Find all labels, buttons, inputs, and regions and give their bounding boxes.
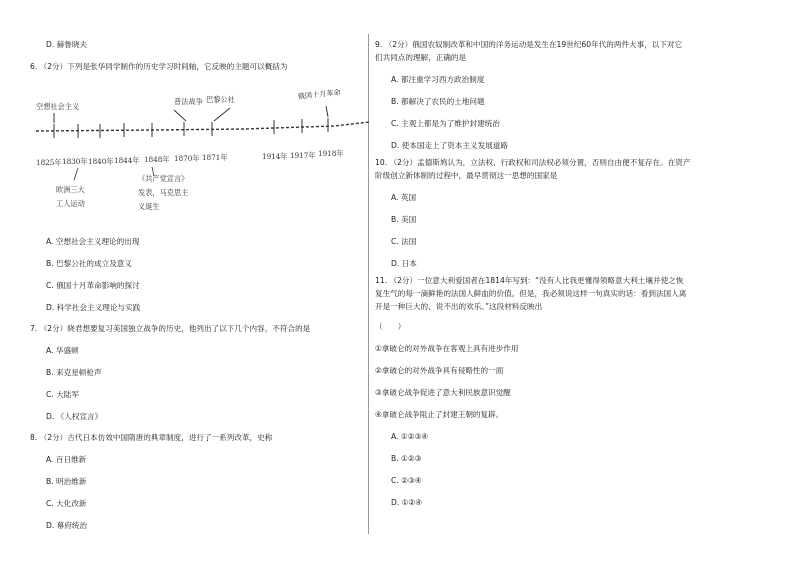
timeline-year-1870: 1870年	[174, 154, 200, 163]
q9-option-b[interactable]: B. 都解决了农民的土地问题	[391, 97, 485, 106]
q8-option-a[interactable]: A. 百日维新	[46, 455, 87, 464]
q9-option-c[interactable]: C. 主观上都是为了维护封建统治	[391, 119, 500, 128]
left-column	[30, 0, 360, 562]
timeline-year-1825: 1825年	[36, 158, 62, 167]
q11-option-d[interactable]: D. ①②④	[391, 498, 423, 507]
q8-option-d[interactable]: D. 幕府统治	[46, 521, 88, 530]
timeline-label-franco-prussian: 普法战争	[174, 97, 203, 106]
timeline-year-1917: 1917年	[290, 151, 316, 160]
timeline-year-1918: 1918年	[318, 149, 344, 158]
timeline-label-paris-commune: 巴黎公社	[206, 95, 235, 104]
question-6-stem: 6. （2分）下列是张华同学制作的历史学习时间轴，它反映的主题可以概括为	[30, 62, 288, 71]
timeline-label-manifesto-3: 义诞生	[138, 202, 160, 211]
question-9-stem-line1: 9. （2分）俄国农奴制改革和中国的洋务运动是发生在19世纪60年代的两件大事，以下对它	[375, 40, 683, 49]
timeline-label-manifesto-1: 《共产党宣言》	[138, 174, 189, 183]
question-10-stem-line1: 10. （2分）孟德斯鸠认为，立法权、行政权和司法权必须分置，否则自由便不复存在。在资产	[375, 158, 691, 167]
timeline-label-utopian: 空想社会主义	[36, 102, 80, 111]
q10-option-a[interactable]: A. 英国	[391, 193, 417, 202]
q6-option-b[interactable]: B. 巴黎公社的成立及意义	[46, 259, 132, 268]
question-9-stem-line2: 们共同点的理解，正确的是	[375, 53, 467, 62]
q7-option-c[interactable]: C. 大陆军	[46, 390, 79, 399]
q7-option-b[interactable]: B. 来克星顿枪声	[46, 368, 102, 377]
timeline-year-1871: 1871年	[202, 153, 228, 162]
q7-option-a[interactable]: A. 华盛顿	[46, 346, 79, 355]
q11-statement-3: ③拿破仑战争促进了意大利民族意识觉醒	[375, 388, 511, 397]
q11-statement-2: ②拿破仑的对外战争具有侵略性的一面	[375, 366, 504, 375]
timeline-label-three-movements-2: 工人运动	[56, 199, 85, 208]
question-8-stem: 8. （2分）古代日本仿效中国隋唐的典章制度，进行了一系列改革，史称	[30, 433, 273, 442]
q8-option-c[interactable]: C. 大化改新	[46, 499, 87, 508]
timeline-label-manifesto-2: 发表，马克思主	[138, 188, 189, 197]
question-7-stem: 7. （2分）晓君想要复习美国独立战争的历史，他列出了以下几个内容，不符合的是	[30, 324, 311, 333]
prev-option-d: D. 赫鲁晓夫	[46, 40, 88, 49]
timeline-year-1830: 1830年	[62, 157, 88, 166]
q11-option-b[interactable]: B. ①②③	[391, 454, 422, 463]
q8-option-b[interactable]: B. 明治维新	[46, 477, 87, 486]
q10-option-c[interactable]: C. 法国	[391, 237, 417, 246]
timeline-year-1840: 1840年	[88, 157, 114, 166]
q11-statement-1: ①拿破仑的对外战争在客观上具有进步作用	[375, 344, 519, 353]
q9-option-a[interactable]: A. 都注重学习西方政治制度	[391, 75, 485, 84]
timeline-figure	[34, 88, 372, 220]
right-column	[375, 0, 765, 562]
timeline-label-three-movements-1: 欧洲三大	[56, 185, 85, 194]
q6-option-d[interactable]: D. 科学社会主义理论与实践	[46, 303, 141, 312]
timeline-year-1844: 1844年	[114, 156, 140, 165]
timeline-label-october-revolution: 俄国十月革命	[297, 88, 342, 101]
q6-option-a[interactable]: A. 空想社会主义理论的出现	[46, 237, 140, 246]
question-11-blank: （ ）	[375, 322, 406, 331]
q10-option-d[interactable]: D. 日本	[391, 259, 417, 268]
timeline-year-1848: 1848年	[144, 155, 170, 164]
q6-option-c[interactable]: C. 俄国十月革命影响的探讨	[46, 281, 140, 290]
q10-option-b[interactable]: B. 美国	[391, 215, 417, 224]
question-11-stem-line1: 11. （2分）一位意大利爱国者在1814年写到：“没有人比我更懂得领略意大利土壤并使之恢	[375, 276, 684, 285]
timeline-year-1914: 1914年	[262, 152, 288, 161]
timeline-axis	[36, 122, 370, 131]
question-11-stem-line3: 开是一种巨大的、说不出的欢乐。”这段材料反映出	[375, 302, 543, 311]
q11-statement-4: ④拿破仑战争阻止了封建王朝的复辟。	[375, 410, 504, 419]
question-10-stem-line2: 阶级创立新体制的过程中，最早贯彻这一思想的国家是	[375, 171, 558, 180]
question-11-stem-line2: 复生气的每一滴鲜艳的法国人鲜血的价值。但是，我必须说这样一句真实的话：看到法国人离	[375, 289, 687, 298]
q11-option-c[interactable]: C. ②③④	[391, 476, 422, 485]
q9-option-d[interactable]: D. 使本国走上了资本主义发展道路	[391, 141, 508, 150]
q7-option-d[interactable]: D. 《人权宣言》	[46, 412, 103, 421]
q11-option-a[interactable]: A. ①②③④	[391, 432, 429, 441]
timeline-ticks	[54, 106, 328, 138]
